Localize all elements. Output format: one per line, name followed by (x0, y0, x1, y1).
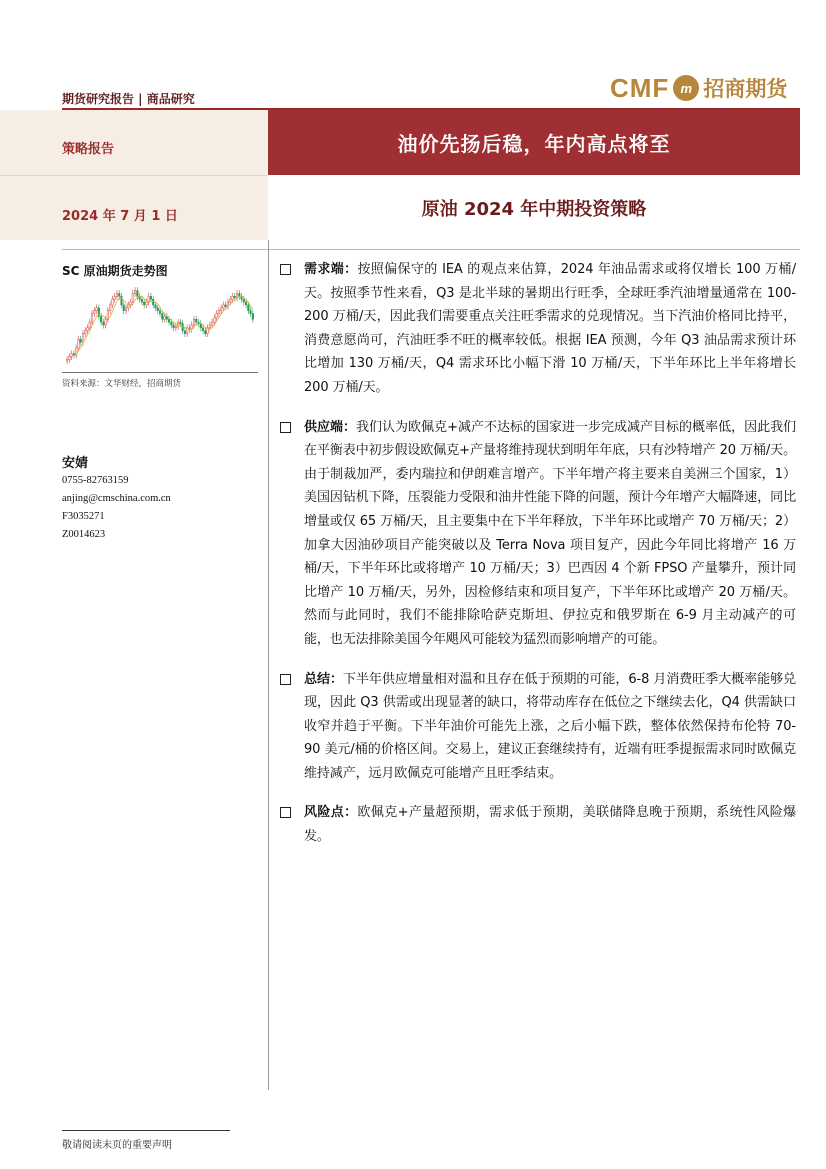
strategy-tag: 策略报告 (62, 142, 115, 157)
candle-body (159, 311, 161, 314)
logo-mark-icon: m (673, 75, 699, 101)
section-risk (278, 801, 796, 848)
candle-body (105, 319, 107, 325)
candle-body (137, 291, 139, 297)
report-date: 2024 年 7 月 1 日 (62, 209, 178, 224)
analyst-name: 安婧 (62, 456, 89, 471)
candle-body (109, 305, 111, 311)
candle-body (132, 293, 134, 302)
candle-body (78, 339, 80, 348)
candle-body (141, 299, 143, 302)
price-chart (62, 278, 258, 372)
candle-body (82, 334, 84, 343)
candle-body (71, 354, 73, 357)
checkbox-bullet-icon (280, 674, 291, 685)
candle-body (252, 314, 254, 320)
candle-body (232, 296, 234, 299)
section-text: 欧佩克+产量超预期，需求低于预期，美联储降息晚于预期，系统性风险爆发。 (304, 805, 796, 845)
candle-body (152, 299, 154, 305)
candle-body (116, 293, 118, 296)
logo-name: 招商期货 (703, 77, 788, 101)
candle-body (161, 314, 163, 320)
footer-rule (62, 1130, 230, 1131)
candle-body (96, 308, 98, 311)
candle-body (220, 308, 222, 311)
checkbox-bullet-icon (280, 264, 291, 275)
checkbox-bullet-icon (280, 807, 291, 818)
candle-body (164, 316, 166, 319)
analyst-email[interactable]: anjing@cmschina.com.cn (62, 493, 171, 504)
candle-body (245, 302, 247, 305)
candle-body (216, 314, 218, 318)
candle-body (130, 302, 132, 305)
candle-body (205, 331, 207, 334)
candle-body (103, 322, 105, 325)
candle-body (248, 305, 250, 311)
body-top-rule (62, 249, 800, 250)
column-divider (268, 240, 269, 1090)
candle-body (229, 299, 231, 302)
header-left-text: 期货研究报告 | 商品研究 (62, 92, 195, 106)
left-band-divider (0, 175, 268, 176)
logo (610, 72, 787, 104)
page-title: 油价先扬后稳，年内高点将至 (397, 132, 671, 156)
candle-body (121, 296, 123, 305)
section-summary (278, 668, 796, 786)
candle-body (87, 328, 89, 331)
candle-body (193, 319, 195, 325)
section-lead: 需求端： (304, 262, 358, 277)
candle-body (84, 331, 86, 334)
candle-body (250, 311, 252, 314)
candle-body (69, 357, 71, 360)
candle-body (112, 299, 114, 305)
candle-body (123, 305, 125, 311)
analyst-license-f: F3035271 (62, 511, 105, 522)
candle-body (118, 293, 120, 296)
section-text: 下半年供应增量相对温和且存在低于预期的可能，6-8 月消费旺季大概率能够兑现，因此 Q3 供需或出现显著的缺口，将带动库存在低位之下继续去化，Q4 供需缺口收窄并趋于平衡。下半年油价可能先上涨，之后小幅下跌，整体依然保持布伦特 70-90 美元/桶的价格区间。交易上，建议正套继续持有，近端有旺季提振需求同时欧佩克维持减产，远月欧佩克可能增产且旺季结束。 (304, 671, 796, 781)
candle-body (175, 326, 177, 327)
page-subtitle: 原油 2024 年中期投资策略 (421, 199, 647, 220)
section-lead: 风险点： (304, 805, 358, 821)
candle-body (66, 359, 68, 360)
candle-body (243, 299, 245, 302)
candle-body (211, 322, 213, 325)
candle-body (202, 328, 204, 331)
section-supply (278, 416, 796, 652)
chart-title: SC 原油期货走势图 (62, 264, 168, 278)
candle-body (195, 319, 197, 322)
candle-body (184, 331, 186, 334)
chart-source: 资料来源：文华财经，招商期货 (62, 379, 182, 389)
candle-body (168, 319, 170, 322)
checkbox-bullet-icon (280, 422, 291, 433)
analyst-license-z: Z0014623 (62, 529, 106, 540)
section-demand (278, 258, 796, 400)
main-content (278, 258, 796, 865)
candle-body (134, 291, 136, 294)
candle-body (186, 328, 188, 334)
chart-source-rule (62, 372, 258, 373)
candle-body (146, 302, 148, 305)
candle-body (125, 308, 127, 311)
section-lead: 供应端： (304, 419, 357, 435)
candle-body (238, 293, 240, 296)
candle-body (150, 296, 152, 299)
candle-body (100, 316, 102, 322)
analyst-phone: 0755-82763159 (62, 475, 129, 486)
section-text: 按照偏保守的 IEA 的观点来估算，2024 年油品需求或将仅增长 100 万桶/天。按照季节性来看，Q3 是北半球的暑期出行旺季，全球旺季汽油增量通常在 100-200 万桶/天，因此我们需要重点关注旺季需求的兑现情况。当下汽油价格同比持平，消费意愿尚可，汽油旺季不旺的概率较低。根据 IEA 预测，今年 Q3 油品需求预计环比增加 130 万桶/天，Q4 需求环比小幅下滑 10 万桶/天，下半年环比上半年将增长 200 万桶/天。 (304, 262, 796, 395)
candle-body (234, 296, 236, 297)
candle-body (214, 318, 216, 322)
candle-body (223, 305, 225, 308)
candle-body (114, 296, 116, 299)
candle-body (80, 339, 82, 342)
candle-body (143, 302, 145, 305)
candle-body (94, 311, 96, 314)
candle-body (73, 354, 75, 355)
logo-cmf: CMF (610, 72, 670, 103)
candle-body (173, 325, 175, 328)
candle-body (180, 322, 182, 323)
section-lead: 总结： (304, 671, 343, 687)
section-text: 我们认为欧佩克+减产不达标的国家进一步完成减产目标的概率低，因此我们在平衡表中初步假设欧佩克+产量将维持现状到明年年底，只有沙特增产 20 万桶/天。由于制裁加严，委内瑞拉和伊朗难言增产。下半年增产将主要来自美洲三个国家，1）美国因钻机下降，压裂能力受限和油井性能下降的问题，预计今年增产大幅降速，同比增量或仅 65 万桶/天，且主要集中在下半年释放，下半年环比或增产 70 万桶/天；2）加拿大因油砂项目产能突破以及 Terra Nova 项目复产，因此今年同比将增产 16 万桶/天，下半年环比或将增产 10 万桶/天；3）巴西因 4 个新 FPSO 产量攀升，预计同比增产 10 万桶/天，另外，因检修结束和项目复产，下半年环比或增产 20 万桶/天。然而与此同时，我们不能排除哈萨克斯坦、伊拉克和俄罗斯在 6-9 月主动减产的可能，也无法排除美国今年飓风可能较为猛烈而影响增产的可能。 (304, 419, 796, 647)
candle-body (155, 305, 157, 308)
candle-body (89, 322, 91, 328)
candle-body (182, 324, 184, 331)
candle-body (218, 311, 220, 314)
candle-body (225, 305, 227, 306)
candle-body (209, 325, 211, 328)
footer-disclaimer: 敬请阅读末页的重要声明 (62, 1140, 172, 1151)
candle-body (157, 308, 159, 311)
candle-body (91, 314, 93, 323)
candle-body (171, 322, 173, 325)
title-band (268, 110, 800, 175)
candle-body (198, 322, 200, 323)
